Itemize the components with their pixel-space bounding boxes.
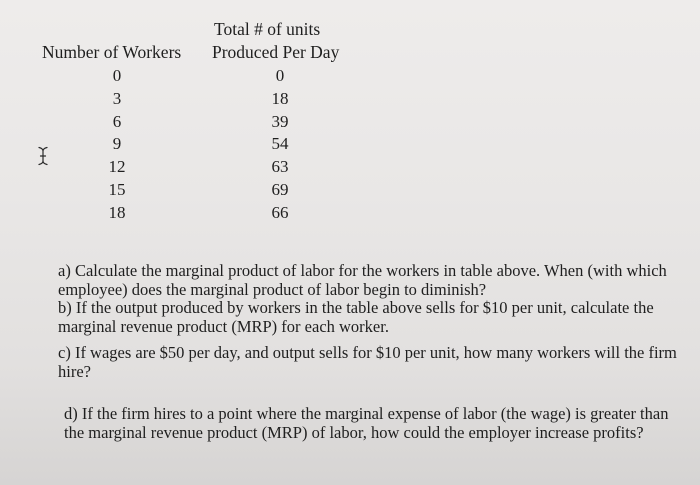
header-total-units: Total # of units [214,19,321,39]
text-cursor-icon [37,146,49,166]
header-number-of-workers: Number of Workers [42,42,182,62]
question-c-text: c) If wages are $50 per day, and output sells for $10 per unit, how many workers will the firm hire? [58,343,677,381]
question-b-text: b) If the output produced by workers in the table above sells for $10 per unit, calculate the marginal revenue product (MRP) for each worker. [58,298,654,336]
question-d [64,405,684,442]
table-cell-units: 69 [271,179,289,199]
table-cell-units: 18 [271,88,289,108]
question-d-text: d) If the firm hires to a point where the marginal expense of labor (the wage) is greater than the marginal revenue product (MRP) of labor, how could the employer increase profits? [64,404,669,442]
workers-column [92,65,142,225]
question-c [58,344,698,381]
header-produced-per-day: Produced Per Day [212,42,340,62]
table-cell-units: 0 [275,66,285,85]
table-cell-units: 54 [271,134,289,154]
table-cell-workers: 0 [112,66,122,85]
table-cell-workers: 12 [108,157,126,177]
table-cell-units: 66 [271,202,289,222]
table-cell-workers: 3 [112,88,122,108]
table-cell-units: 63 [271,157,289,177]
table-cell-workers: 15 [108,179,126,199]
table-cell-units: 39 [271,111,289,131]
units-column [255,65,305,225]
table-cell-workers: 9 [112,134,122,154]
question-a [58,262,698,299]
question-a-text: a) Calculate the marginal product of labor for the workers in table above. When (with which employee) does the marginal product of labor begin to diminish? [58,261,667,299]
question-b [58,299,698,336]
table-cell-workers: 18 [108,202,126,222]
table-cell-workers: 6 [112,111,122,131]
